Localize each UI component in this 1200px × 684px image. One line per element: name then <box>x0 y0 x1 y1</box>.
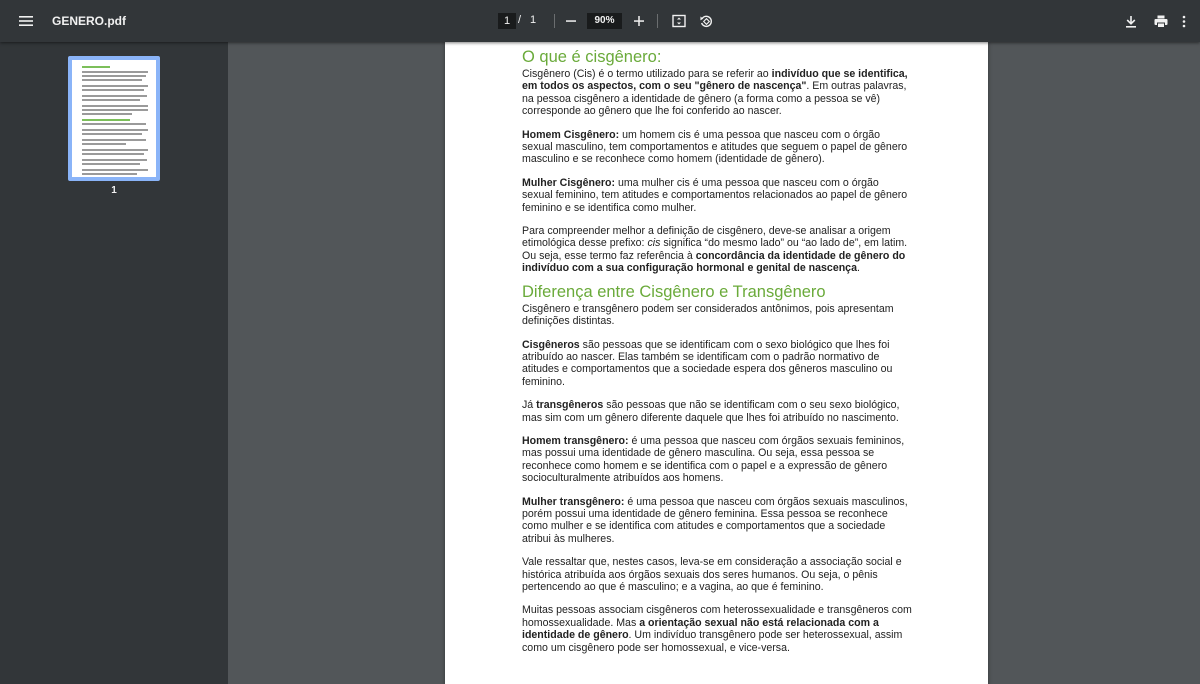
bold-text: Cisgêneros <box>522 338 580 351</box>
text-run: . <box>856 262 860 275</box>
paragraph <box>522 435 912 485</box>
page-thumbnail[interactable] <box>68 56 160 181</box>
paragraph <box>522 303 912 328</box>
bold-text: concordância da identidade de gênero do indivíduo com a sua configuração hormonal e genital de nascença <box>522 249 906 275</box>
text-run: Cisgênero (Cis) é o termo utilizado para se referir ao <box>522 68 772 80</box>
section-heading: O que é cisgênero: <box>522 48 662 66</box>
italic-text: cis <box>647 237 661 250</box>
section-heading: Diferença entre Cisgênero e Transgênero <box>522 282 826 301</box>
bold-text: a orientação sexual não está relacionada com a identidade de gênero <box>522 616 879 642</box>
print-icon[interactable] <box>1149 9 1173 33</box>
paragraph <box>522 604 912 654</box>
zoom-level-input[interactable]: 90% <box>587 13 622 29</box>
paragraph <box>522 399 912 424</box>
toolbar-divider <box>554 14 555 28</box>
paragraph <box>522 129 912 166</box>
document-viewer[interactable] <box>228 42 1200 684</box>
text-run: Vale ressaltar que, nestes casos, leva-se em consideração a associação social e histórica atribuída aos órgãos sexuais dos seres humanos. Ou seja, o pênis pertencendo ao que é masculino; e a vagina, ao que é feminino. <box>522 556 902 593</box>
minus-icon[interactable] <box>559 9 583 33</box>
document-title: GENERO.pdf <box>52 14 126 28</box>
paragraph <box>522 556 912 593</box>
text-run: Cisgênero e transgênero podem ser considerados antônimos, pois apresentam definições distintas. <box>522 302 894 328</box>
text-run: uma mulher cis é uma pessoa que nasceu com o órgão sexual feminino, tem atitudes e comportamentos relacionados ao papel de gênero feminino e se identifica como mulher. <box>522 176 908 214</box>
pdf-toolbar <box>0 0 1200 42</box>
text-run: . Um indivíduo transgênero pode ser heterossexual, assim como um cisgênero pode ser homossexual, e vice-versa. <box>522 629 903 654</box>
text-run: é uma pessoa que nasceu com órgãos sexuais femininos, mas possui uma identidade de gênero masculina. Ou seja, essa pessoa se reconhece como homem e se identifica com o papel e a expressão de gênero socioculturalmente atribuídos aos homens. <box>522 434 905 485</box>
bold-text: indivíduo que se identifica, em todos os aspectos, com o seu "gênero de nascença" <box>522 68 908 93</box>
bold-text: Homem Cisgênero: <box>522 128 620 141</box>
page-total: 1 <box>530 14 537 26</box>
text-run: são pessoas que não se identificam com o seu sexo biológico, mas sim com um gênero diferente daquele que lhes foi atribuído no nascimento. <box>522 399 900 424</box>
text-run: Muitas pessoas associam cisgêneros com heterossexualidade e transgêneros com homossexualidade. Mas <box>522 604 912 629</box>
bold-text: Mulher Cisgênero: <box>522 176 616 189</box>
plus-icon[interactable] <box>627 9 651 33</box>
paragraph <box>522 68 912 118</box>
fit-page-icon[interactable] <box>667 9 691 33</box>
page-number-input[interactable]: 1 <box>498 13 516 29</box>
thumbnail-page-number: 1 <box>111 185 117 196</box>
bold-text: Homem transgênero: <box>522 434 629 447</box>
paragraph <box>522 225 912 275</box>
text-run: Para compreender melhor a definição de cisgênero, deve-se analisar a origem etimológica desse prefixo: <box>522 225 891 250</box>
thumbnail-sidebar <box>0 42 228 684</box>
download-icon[interactable] <box>1119 9 1143 33</box>
more-vert-icon[interactable] <box>1178 9 1190 33</box>
text-run: um homem cis é uma pessoa que nasceu com o órgão sexual masculino, tem comportamentos e atitudes que seguem o papel de gênero masculino e se reconhece como homem (identidade de gênero). <box>522 128 908 166</box>
text-run: Já <box>522 399 537 412</box>
toolbar-divider <box>657 14 658 28</box>
page-separator: / <box>518 14 522 26</box>
bold-text: transgêneros <box>536 399 604 412</box>
paragraph <box>522 339 912 389</box>
paragraph <box>522 496 912 546</box>
text-run: significa “do mesmo lado” ou “ao lado de”, em latim. Ou seja, esse termo faz referência à <box>522 237 908 262</box>
bold-text: Mulher transgênero: <box>522 495 625 508</box>
paragraph <box>522 177 912 214</box>
rotate-icon[interactable] <box>694 9 718 33</box>
text-run: é uma pessoa que nasceu com órgãos sexuais masculinos, porém possui uma identidade de gênero feminina. Essa pessoa se reconhece como mulher e se identifica com atitudes e comportamentos que a sociedade atribui às mulheres. <box>522 495 908 545</box>
text-run: . Em outras palavras, na pessoa cisgênero a identidade de gênero (a forma como a pessoa se vê) corresponde ao gênero que lhe foi conferido ao nascer. <box>522 80 907 118</box>
menu-icon[interactable] <box>14 9 38 33</box>
text-run: são pessoas que se identificam com o sexo biológico que lhes foi atribuído ao nascer. Elas também se identificam com o padrão normativo de atitudes e comportamentos que a sociedade espera dos gêneros masculino ou feminino. <box>522 338 893 388</box>
page-content <box>522 49 912 665</box>
pdf-page <box>445 42 988 684</box>
